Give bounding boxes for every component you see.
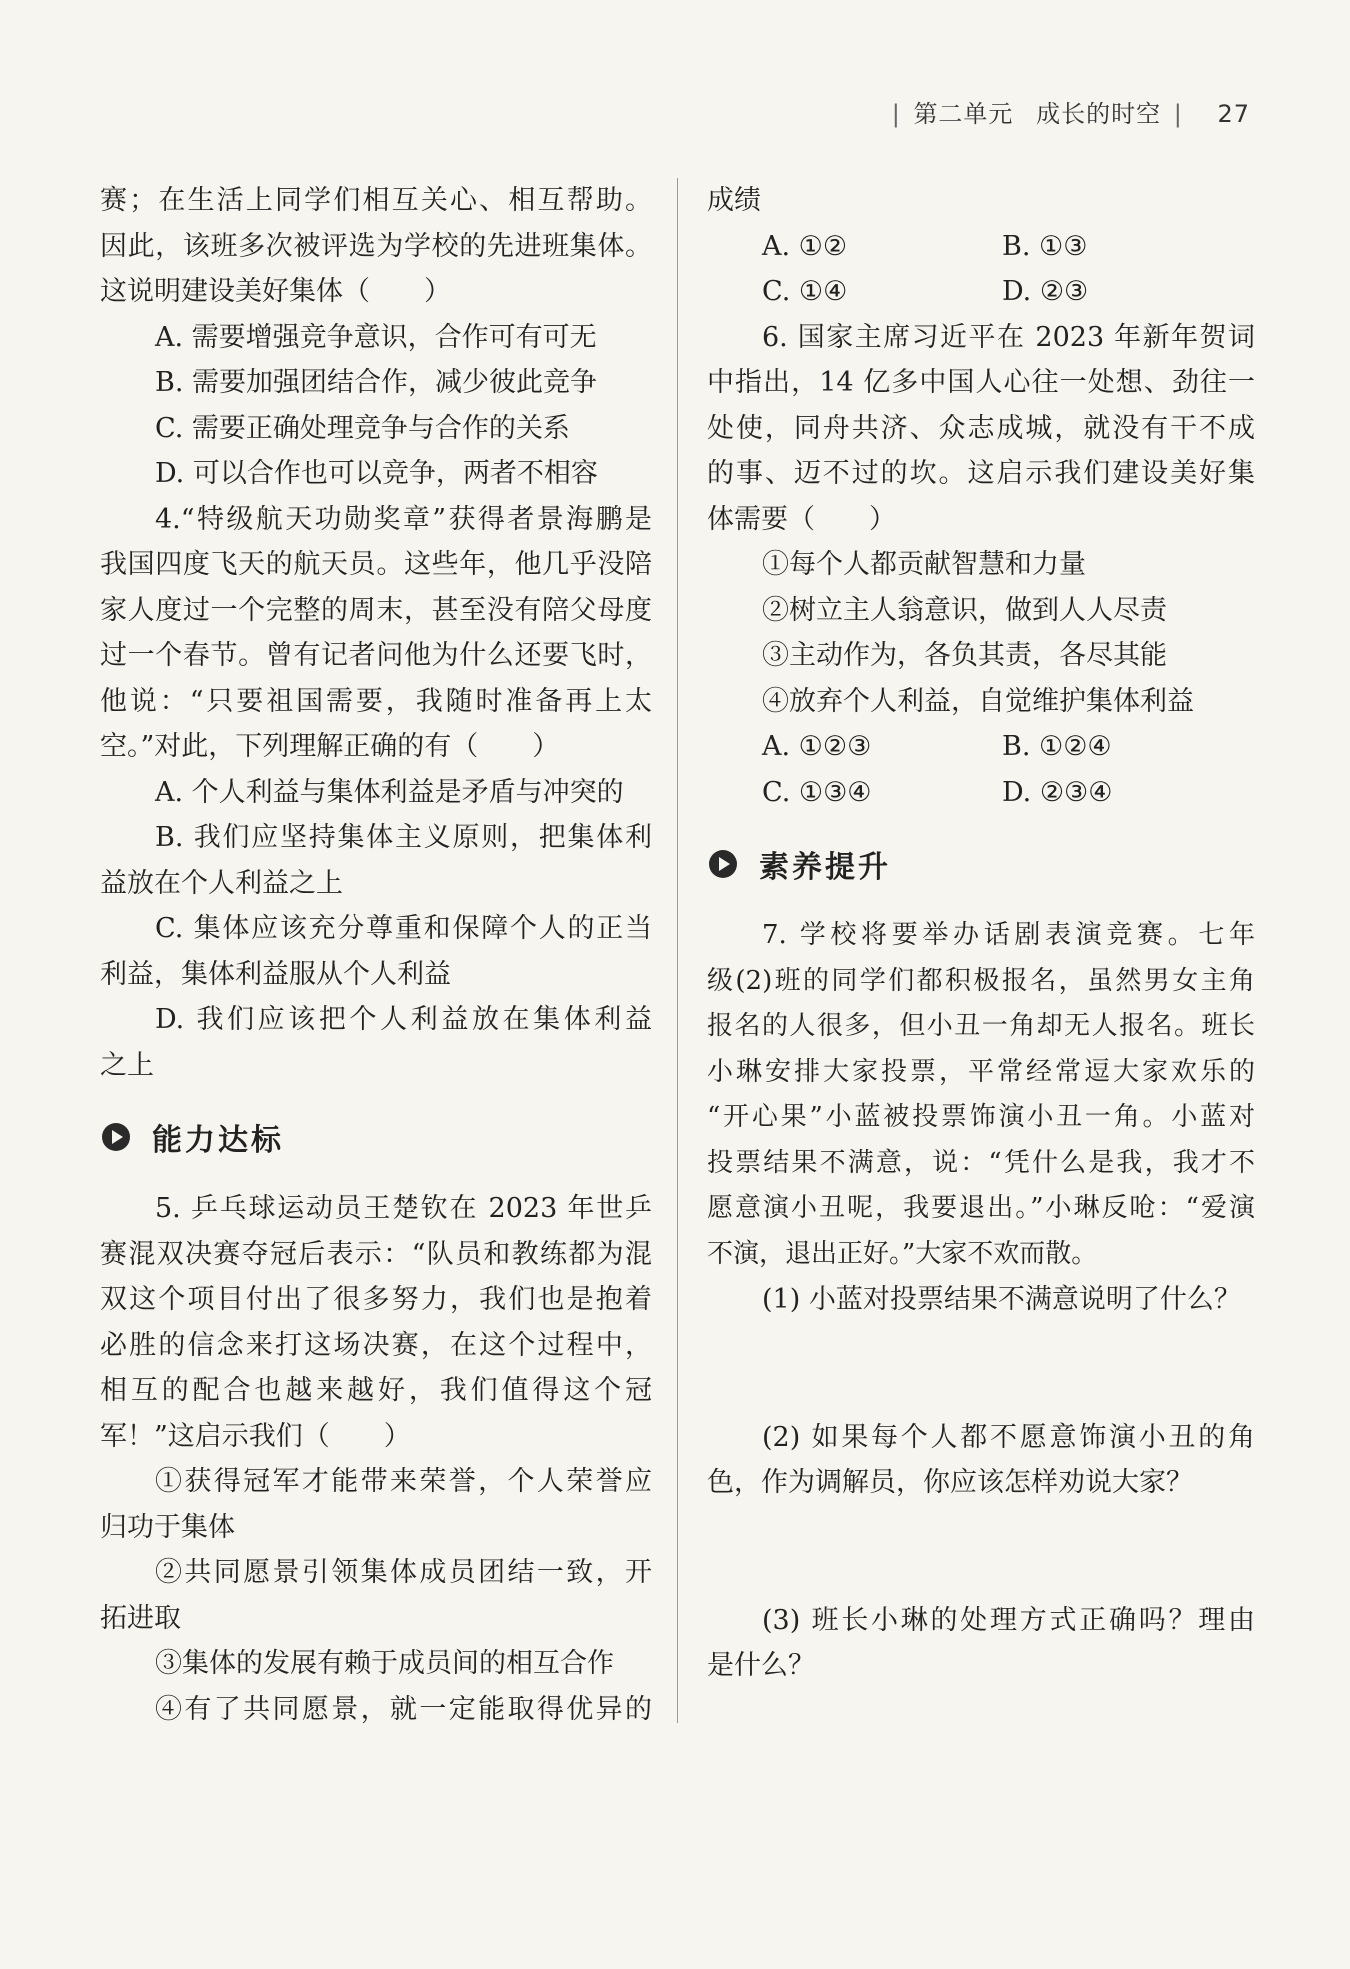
text-line: 因此，该班多次被评选为学校的先进班集体。 (100, 230, 652, 262)
q5-options-row-2 (707, 269, 1255, 315)
answer-space (707, 1506, 1255, 1598)
text-line: 小琳安排大家投票，平常经常逗大家欢乐的 (707, 1056, 1255, 1087)
unit-label: 第二单元 (913, 100, 1014, 128)
text-line: 愿意演小丑呢，我要退出。”小琳反呛：“爱演 (707, 1193, 1255, 1223)
statement-4: ④有了共同愿景，就一定能取得优异的 (155, 1693, 652, 1725)
text-line: 家人度过一个完整的周末，甚至没有陪父母度 (100, 594, 652, 626)
text-line: 级(2)班的同学们都积极报名，虽然男女主角 (707, 965, 1255, 996)
text-line: 空。”对此，下列理解正确的有（ ） (100, 731, 560, 762)
option-d-cont: 之上 (100, 1049, 154, 1081)
section-heading-ability (100, 1092, 652, 1182)
text-line: 赛混双决赛夺冠后表示：“队员和教练都为混 (100, 1238, 652, 1270)
option-b: B. ①②④ (1002, 731, 1112, 762)
statement-3: ③集体的发展有赖于成员间的相互合作 (155, 1648, 614, 1679)
option-a: A. ①②③ (762, 731, 872, 762)
running-header: | 第二单元 成长的时空 | 27 (891, 100, 1250, 128)
text-line: 报名的人很多，但小丑一角却无人报名。班长 (707, 1011, 1255, 1041)
section-heading-literacy (707, 819, 1255, 909)
text-line: 5. 乒乓球运动员王楚钦在 2023 年世乒 (155, 1193, 652, 1224)
q7-stem (707, 913, 1255, 1277)
text-line: “开心果”小蓝被投票饰演小丑一角。小蓝对 (707, 1102, 1255, 1132)
text-line: 我国四度飞天的航天员。这些年，他几乎没陪 (100, 549, 652, 580)
text-line: 他说：“只要祖国需要，我随时准备再上太 (100, 685, 652, 717)
q7-subquestion-3: (3) 班长小琳的处理方式正确吗？理由 (762, 1604, 1255, 1636)
option-d: D. ②③ (1002, 276, 1089, 307)
q5-stem (100, 1186, 652, 1459)
q7-subquestion-2-cont: 色，作为调解员，你应该怎样劝说大家？ (707, 1467, 1193, 1498)
statement-1: ①获得冠军才能带来荣誉，个人荣誉应 (155, 1466, 652, 1497)
left-column (100, 178, 652, 1732)
q6-statements (707, 542, 1255, 724)
play-circle-icon (102, 1123, 130, 1151)
option-b: B. 需要加强团结合作，减少彼此竞争 (155, 367, 598, 398)
text-line: 过一个春节。曾有记者问他为什么还要飞时， (100, 640, 652, 671)
option-b: B. 我们应坚持集体主义原则，把集体利 (155, 822, 652, 853)
text-line: 双这个项目付出了很多努力，我们也是抱着 (100, 1284, 652, 1315)
q3-options (100, 315, 652, 497)
q7-subquestion-1: (1) 小蓝对投票结果不满意说明了什么？ (762, 1284, 1241, 1315)
text-line: 投票结果不满意，说：“凭什么是我，我才不 (707, 1147, 1255, 1178)
option-a: A. 个人利益与集体利益是矛盾与冲突的 (155, 776, 624, 808)
q6-stem (707, 315, 1255, 543)
option-d: D. 我们应该把个人利益放在集体利益 (155, 1004, 652, 1035)
text-line: 6. 国家主席习近平在 2023 年新年贺词 (762, 321, 1255, 353)
text-line: 赛；在生活上同学们相互关心、相互帮助。 (100, 185, 652, 216)
text-line: 军！”这启示我们（ ） (100, 1420, 411, 1452)
statement-4: ④放弃个人利益，自觉维护集体利益 (762, 685, 1194, 717)
q7-subquestion-3-cont: 是什么？ (707, 1650, 815, 1681)
option-c: C. ①③④ (762, 776, 872, 808)
q4-stem (100, 497, 652, 770)
q5-options-row-1 (707, 224, 1255, 270)
q3-stem (100, 178, 652, 315)
q7-subquestion-2: (2) 如果每个人都不愿意饰演小丑的角 (762, 1421, 1255, 1453)
text-line: 体需要（ ） (707, 503, 896, 535)
option-c: C. 需要正确处理竞争与合作的关系 (155, 412, 570, 444)
text-line: 不演，退出正好。”大家不欢而散。 (707, 1238, 1098, 1269)
option-a: A. 需要增强竞争意识，合作可有可无 (155, 321, 597, 353)
text-line: 处使，同舟共济、众志成城，就没有干不成 (707, 412, 1255, 444)
statement-3: ③主动作为，各负其责，各尽其能 (762, 640, 1167, 671)
text-line: 4.“特级航天功勋奖章”获得者景海鹏是 (155, 503, 652, 535)
q4-options (100, 770, 652, 1089)
q6-options-row-2 (707, 770, 1255, 816)
option-c: C. ①④ (762, 276, 848, 307)
option-b: B. ①③ (1002, 230, 1088, 262)
option-d: D. ②③④ (1002, 776, 1113, 808)
q5-continuation: 成绩 (707, 185, 761, 216)
right-column (707, 178, 1255, 1689)
text-line: 中指出，14 亿多中国人心往一处想、劲往一 (707, 367, 1255, 398)
q6-options-row-1 (707, 724, 1255, 770)
unit-title: 成长的时空 (1036, 100, 1162, 128)
text-line: 相互的配合也越来越好，我们值得这个冠 (100, 1375, 652, 1406)
statement-2-cont: 拓进取 (100, 1602, 181, 1634)
section-title: 能力达标 (152, 1123, 284, 1158)
page-number: 27 (1217, 100, 1250, 128)
option-a: A. ①② (762, 230, 848, 262)
answer-space (707, 1323, 1255, 1415)
text-line: 7. 学校将要举办话剧表演竞赛。七年 (762, 920, 1255, 950)
option-b-cont: 益放在个人利益之上 (100, 867, 343, 899)
text-line: 的事、迈不过的坎。这启示我们建设美好集 (707, 458, 1255, 489)
q5-statements (100, 1459, 652, 1732)
option-d: D. 可以合作也可以竞争，两者不相容 (155, 458, 598, 489)
column-divider (677, 178, 678, 1723)
section-title: 素养提升 (759, 850, 891, 885)
statement-2: ②共同愿景引领集体成员团结一致，开 (155, 1557, 652, 1588)
text-line: 必胜的信念来打这场决赛，在这个过程中， (100, 1329, 652, 1361)
statement-2: ②树立主人翁意识，做到人人尽责 (762, 594, 1167, 626)
statement-1: ①每个人都贡献智慧和力量 (762, 549, 1086, 580)
option-c: C. 集体应该充分尊重和保障个人的正当 (155, 913, 652, 944)
option-c-cont: 利益，集体利益服从个人利益 (100, 958, 451, 990)
text-line: 这说明建设美好集体（ ） (100, 276, 451, 307)
play-circle-icon (709, 850, 737, 878)
statement-1-cont: 归功于集体 (100, 1511, 235, 1543)
